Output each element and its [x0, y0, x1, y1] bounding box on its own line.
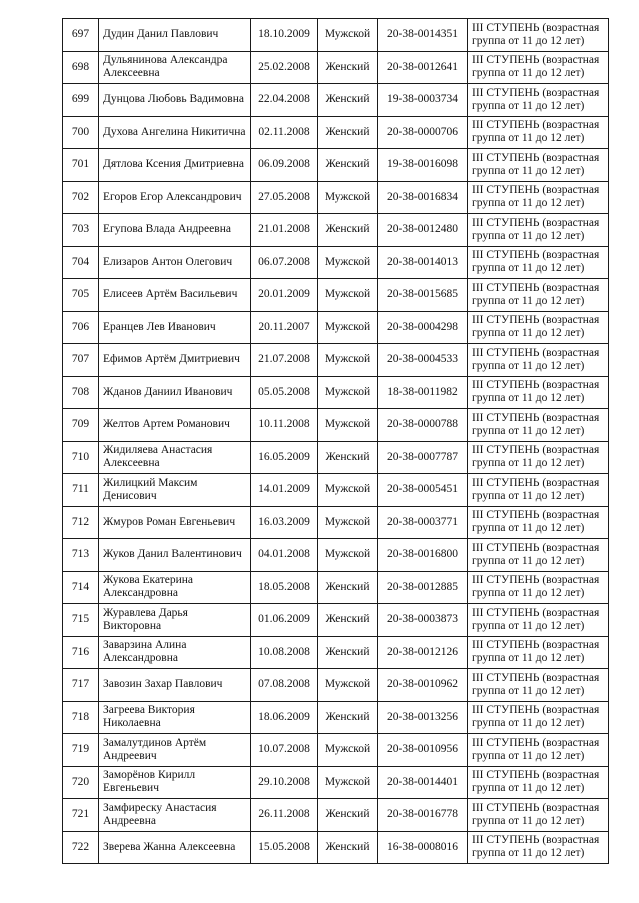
- gto-level: III СТУПЕНЬ (возрастная группа от 11 до 12 лет): [468, 636, 609, 669]
- participant-name: Заморёнов Кирилл Евгеньевич: [99, 766, 251, 799]
- birth-date: 16.05.2009: [251, 441, 318, 474]
- gender: Женский: [318, 831, 378, 864]
- participant-name: Дунцова Любовь Вадимовна: [99, 84, 251, 117]
- row-number: 721: [63, 799, 99, 832]
- gender: Женский: [318, 84, 378, 117]
- gto-level: III СТУПЕНЬ (возрастная группа от 11 до 12 лет): [468, 181, 609, 214]
- participant-name: Жидиляева Анастасия Алексеевна: [99, 441, 251, 474]
- gto-id: 20-38-0003873: [378, 604, 468, 637]
- gto-id: 20-38-0010956: [378, 734, 468, 767]
- gto-level: III СТУПЕНЬ (возрастная группа от 11 до 12 лет): [468, 246, 609, 279]
- gto-id: 18-38-0011982: [378, 376, 468, 409]
- gto-level: III СТУПЕНЬ (возрастная группа от 11 до 12 лет): [468, 84, 609, 117]
- table-row: [63, 441, 609, 474]
- row-number: 709: [63, 409, 99, 442]
- gto-id: 16-38-0008016: [378, 831, 468, 864]
- birth-date: 22.04.2008: [251, 84, 318, 117]
- gto-level: III СТУПЕНЬ (возрастная группа от 11 до 12 лет): [468, 376, 609, 409]
- gto-level: III СТУПЕНЬ (возрастная группа от 11 до 12 лет): [468, 571, 609, 604]
- row-number: 697: [63, 19, 99, 52]
- birth-date: 18.05.2008: [251, 571, 318, 604]
- participants-table: [62, 18, 609, 864]
- gender: Женский: [318, 441, 378, 474]
- participant-name: Ефимов Артём Дмитриевич: [99, 344, 251, 377]
- gender: Женский: [318, 571, 378, 604]
- participant-name: Духова Ангелина Никитична: [99, 116, 251, 149]
- row-number: 714: [63, 571, 99, 604]
- gender: Мужской: [318, 474, 378, 507]
- gender: Мужской: [318, 311, 378, 344]
- birth-date: 29.10.2008: [251, 766, 318, 799]
- gto-level: III СТУПЕНЬ (возрастная группа от 11 до 12 лет): [468, 279, 609, 312]
- table-row: [63, 214, 609, 247]
- gto-level: III СТУПЕНЬ (возрастная группа от 11 до 12 лет): [468, 149, 609, 182]
- table-row: [63, 571, 609, 604]
- row-number: 710: [63, 441, 99, 474]
- gto-level: III СТУПЕНЬ (возрастная группа от 11 до 12 лет): [468, 701, 609, 734]
- row-number: 704: [63, 246, 99, 279]
- gender: Мужской: [318, 246, 378, 279]
- table-row: [63, 669, 609, 702]
- gto-id: 20-38-0015685: [378, 279, 468, 312]
- gto-id: 20-38-0012641: [378, 51, 468, 84]
- table-row: [63, 604, 609, 637]
- gender: Мужской: [318, 181, 378, 214]
- participant-name: Жмуров Роман Евгеньевич: [99, 506, 251, 539]
- gender: Женский: [318, 604, 378, 637]
- gto-level: III СТУПЕНЬ (возрастная группа от 11 до 12 лет): [468, 539, 609, 572]
- gender: Женский: [318, 636, 378, 669]
- birth-date: 20.01.2009: [251, 279, 318, 312]
- participant-name: Дятлова Ксения Дмитриевна: [99, 149, 251, 182]
- gto-id: 20-38-0003771: [378, 506, 468, 539]
- birth-date: 06.09.2008: [251, 149, 318, 182]
- row-number: 711: [63, 474, 99, 507]
- gto-id: 20-38-0010962: [378, 669, 468, 702]
- table-row: [63, 376, 609, 409]
- birth-date: 02.11.2008: [251, 116, 318, 149]
- gto-id: 20-38-0014351: [378, 19, 468, 52]
- gto-level: III СТУПЕНЬ (возрастная группа от 11 до 12 лет): [468, 669, 609, 702]
- gto-level: III СТУПЕНЬ (возрастная группа от 11 до 12 лет): [468, 311, 609, 344]
- participant-name: Еранцев Лев Иванович: [99, 311, 251, 344]
- gto-level: III СТУПЕНЬ (возрастная группа от 11 до 12 лет): [468, 409, 609, 442]
- participant-name: Дульянинова Александра Алексеевна: [99, 51, 251, 84]
- table-row: [63, 539, 609, 572]
- table-row: [63, 279, 609, 312]
- participant-name: Заварзина Алина Александровна: [99, 636, 251, 669]
- table-row: [63, 246, 609, 279]
- row-number: 708: [63, 376, 99, 409]
- gto-id: 20-38-0012885: [378, 571, 468, 604]
- table-row: [63, 181, 609, 214]
- birth-date: 16.03.2009: [251, 506, 318, 539]
- gender: Мужской: [318, 376, 378, 409]
- gender: Мужской: [318, 766, 378, 799]
- row-number: 703: [63, 214, 99, 247]
- participant-name: Егупова Влада Андреевна: [99, 214, 251, 247]
- gto-id: 20-38-0016778: [378, 799, 468, 832]
- row-number: 712: [63, 506, 99, 539]
- gto-id: 20-38-0004533: [378, 344, 468, 377]
- table-row: [63, 636, 609, 669]
- table-row: [63, 409, 609, 442]
- gto-level: III СТУПЕНЬ (возрастная группа от 11 до 12 лет): [468, 214, 609, 247]
- participant-name: Жилицкий Максим Денисович: [99, 474, 251, 507]
- table-row: [63, 701, 609, 734]
- participant-name: Замфиреску Анастасия Андреевна: [99, 799, 251, 832]
- table-row: [63, 84, 609, 117]
- row-number: 701: [63, 149, 99, 182]
- table-row: [63, 734, 609, 767]
- gender: Мужской: [318, 734, 378, 767]
- gto-id: 20-38-0016800: [378, 539, 468, 572]
- birth-date: 26.11.2008: [251, 799, 318, 832]
- row-number: 699: [63, 84, 99, 117]
- participant-name: Журавлева Дарья Викторовна: [99, 604, 251, 637]
- gto-level: III СТУПЕНЬ (возрастная группа от 11 до 12 лет): [468, 766, 609, 799]
- participant-name: Замалутдинов Артём Андреевич: [99, 734, 251, 767]
- gto-id: 20-38-0013256: [378, 701, 468, 734]
- birth-date: 21.07.2008: [251, 344, 318, 377]
- gto-id: 19-38-0003734: [378, 84, 468, 117]
- table-row: [63, 116, 609, 149]
- gender: Мужской: [318, 669, 378, 702]
- participant-name: Жданов Даниил Иванович: [99, 376, 251, 409]
- table-row: [63, 474, 609, 507]
- participant-name: Желтов Артем Романович: [99, 409, 251, 442]
- table-row: [63, 19, 609, 52]
- birth-date: 07.08.2008: [251, 669, 318, 702]
- birth-date: 18.06.2009: [251, 701, 318, 734]
- gto-id: 20-38-0000788: [378, 409, 468, 442]
- birth-date: 20.11.2007: [251, 311, 318, 344]
- row-number: 707: [63, 344, 99, 377]
- gender: Мужской: [318, 506, 378, 539]
- gto-id: 19-38-0016098: [378, 149, 468, 182]
- table-row: [63, 311, 609, 344]
- gender: Мужской: [318, 279, 378, 312]
- row-number: 718: [63, 701, 99, 734]
- gto-id: 20-38-0012480: [378, 214, 468, 247]
- participant-name: Жукова Екатерина Александровна: [99, 571, 251, 604]
- table-row: [63, 344, 609, 377]
- participant-name: Елисеев Артём Васильевич: [99, 279, 251, 312]
- table-row: [63, 506, 609, 539]
- gto-id: 20-38-0016834: [378, 181, 468, 214]
- participant-name: Завозин Захар Павлович: [99, 669, 251, 702]
- table-row: [63, 51, 609, 84]
- row-number: 706: [63, 311, 99, 344]
- gender: Женский: [318, 149, 378, 182]
- row-number: 720: [63, 766, 99, 799]
- birth-date: 10.08.2008: [251, 636, 318, 669]
- row-number: 698: [63, 51, 99, 84]
- gender: Мужской: [318, 409, 378, 442]
- gender: Мужской: [318, 19, 378, 52]
- gto-id: 20-38-0014013: [378, 246, 468, 279]
- gto-id: 20-38-0007787: [378, 441, 468, 474]
- participant-name: Дудин Данил Павлович: [99, 19, 251, 52]
- gender: Женский: [318, 799, 378, 832]
- birth-date: 05.05.2008: [251, 376, 318, 409]
- birth-date: 10.07.2008: [251, 734, 318, 767]
- row-number: 700: [63, 116, 99, 149]
- gto-level: III СТУПЕНЬ (возрастная группа от 11 до 12 лет): [468, 506, 609, 539]
- birth-date: 27.05.2008: [251, 181, 318, 214]
- participant-name: Зверева Жанна Алексеевна: [99, 831, 251, 864]
- gender: Женский: [318, 701, 378, 734]
- gender: Женский: [318, 116, 378, 149]
- row-number: 722: [63, 831, 99, 864]
- participant-name: Жуков Данил Валентинович: [99, 539, 251, 572]
- birth-date: 15.05.2008: [251, 831, 318, 864]
- birth-date: 25.02.2008: [251, 51, 318, 84]
- row-number: 716: [63, 636, 99, 669]
- row-number: 713: [63, 539, 99, 572]
- row-number: 717: [63, 669, 99, 702]
- birth-date: 06.07.2008: [251, 246, 318, 279]
- gender: Женский: [318, 214, 378, 247]
- gender: Мужской: [318, 539, 378, 572]
- gto-id: 20-38-0004298: [378, 311, 468, 344]
- birth-date: 14.01.2009: [251, 474, 318, 507]
- gto-id: 20-38-0014401: [378, 766, 468, 799]
- table-row: [63, 799, 609, 832]
- gto-level: III СТУПЕНЬ (возрастная группа от 11 до 12 лет): [468, 604, 609, 637]
- table-row: [63, 766, 609, 799]
- gto-level: III СТУПЕНЬ (возрастная группа от 11 до 12 лет): [468, 474, 609, 507]
- gender: Мужской: [318, 344, 378, 377]
- birth-date: 04.01.2008: [251, 539, 318, 572]
- gto-level: III СТУПЕНЬ (возрастная группа от 11 до 12 лет): [468, 51, 609, 84]
- participant-name: Егоров Егор Александрович: [99, 181, 251, 214]
- birth-date: 21.01.2008: [251, 214, 318, 247]
- table-row: [63, 831, 609, 864]
- gto-level: III СТУПЕНЬ (возрастная группа от 11 до 12 лет): [468, 831, 609, 864]
- gto-level: III СТУПЕНЬ (возрастная группа от 11 до 12 лет): [468, 116, 609, 149]
- gto-level: III СТУПЕНЬ (возрастная группа от 11 до 12 лет): [468, 799, 609, 832]
- gto-level: III СТУПЕНЬ (возрастная группа от 11 до 12 лет): [468, 441, 609, 474]
- row-number: 715: [63, 604, 99, 637]
- row-number: 719: [63, 734, 99, 767]
- birth-date: 18.10.2009: [251, 19, 318, 52]
- birth-date: 10.11.2008: [251, 409, 318, 442]
- row-number: 702: [63, 181, 99, 214]
- birth-date: 01.06.2009: [251, 604, 318, 637]
- gto-level: III СТУПЕНЬ (возрастная группа от 11 до 12 лет): [468, 19, 609, 52]
- participant-name: Елизаров Антон Олегович: [99, 246, 251, 279]
- gto-id: 20-38-0000706: [378, 116, 468, 149]
- gto-id: 20-38-0005451: [378, 474, 468, 507]
- gto-level: III СТУПЕНЬ (возрастная группа от 11 до 12 лет): [468, 734, 609, 767]
- table-row: [63, 149, 609, 182]
- gto-level: III СТУПЕНЬ (возрастная группа от 11 до 12 лет): [468, 344, 609, 377]
- gender: Женский: [318, 51, 378, 84]
- participant-name: Загреева Виктория Николаевна: [99, 701, 251, 734]
- row-number: 705: [63, 279, 99, 312]
- table-body: [63, 19, 609, 864]
- gto-id: 20-38-0012126: [378, 636, 468, 669]
